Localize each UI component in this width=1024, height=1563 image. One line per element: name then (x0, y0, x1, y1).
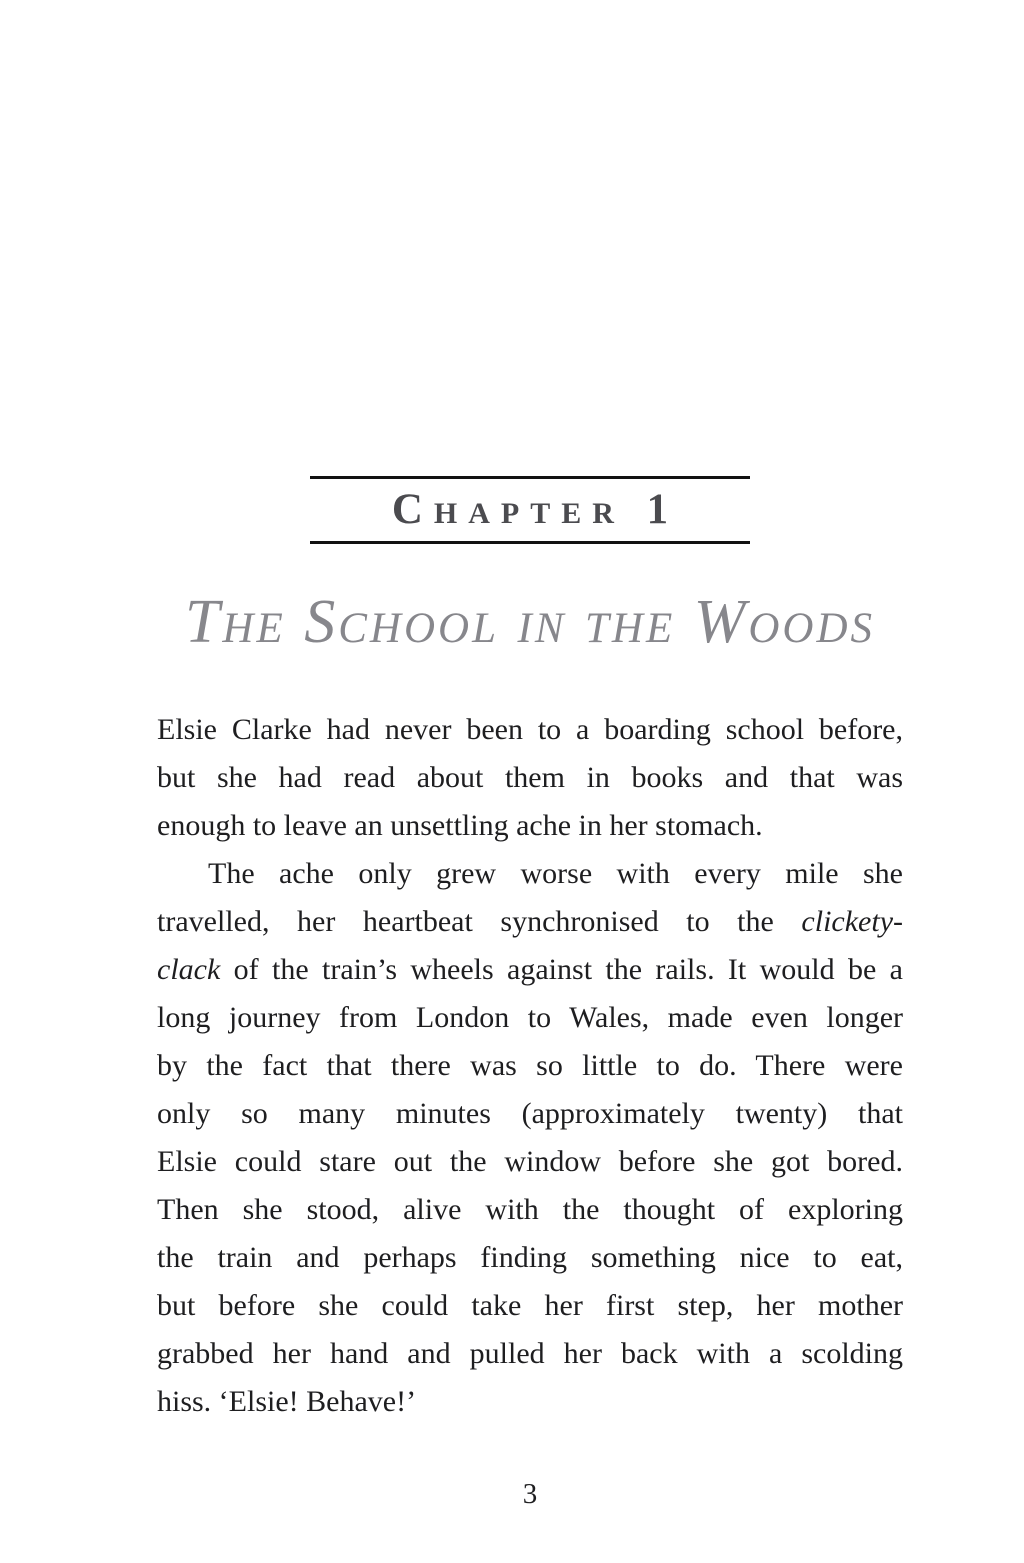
paragraph (157, 850, 903, 1426)
body-line: enough to leave an unsettling ache in her stomach. (157, 809, 763, 842)
body-line: by the fact that there was so little to do. There were (157, 1049, 903, 1082)
body-line: The ache only grew worse with every mile she (208, 857, 903, 890)
body-line: hiss. ‘Elsie! Behave!’ (157, 1385, 417, 1418)
body-line: Elsie Clarke had never been to a boarding school before, (157, 713, 903, 746)
chapter-heading (157, 476, 903, 544)
body-line: Then she stood, alive with the thought of exploring (157, 1193, 903, 1226)
chapter-number-heading: Chapter 1 (391, 486, 680, 533)
body-line: the train and perhaps finding something nice to eat, (157, 1241, 903, 1274)
body-line: long journey from London to Wales, made even longer (157, 1001, 903, 1034)
body-line: clack of the train’s wheels against the rails. It would be a (157, 953, 903, 986)
body-line: grabbed her hand and pulled her back with a scolding (157, 1337, 903, 1370)
body-text (157, 706, 903, 1426)
page-footer (157, 1478, 903, 1511)
chapter-title: The School in the Woods (184, 588, 876, 656)
page-number: 3 (522, 1478, 538, 1510)
body-line: travelled, her heartbeat synchronised to the clickety- (157, 905, 903, 938)
body-line: only so many minutes (approximately twenty) that (157, 1097, 903, 1130)
heading-rule-bottom (310, 541, 750, 544)
body-line: Elsie could stare out the window before she got bored. (157, 1145, 903, 1178)
paragraph (157, 706, 903, 850)
body-line: but before she could take her first step, her mother (157, 1289, 903, 1322)
body-line: but she had read about them in books and that was (157, 761, 903, 794)
